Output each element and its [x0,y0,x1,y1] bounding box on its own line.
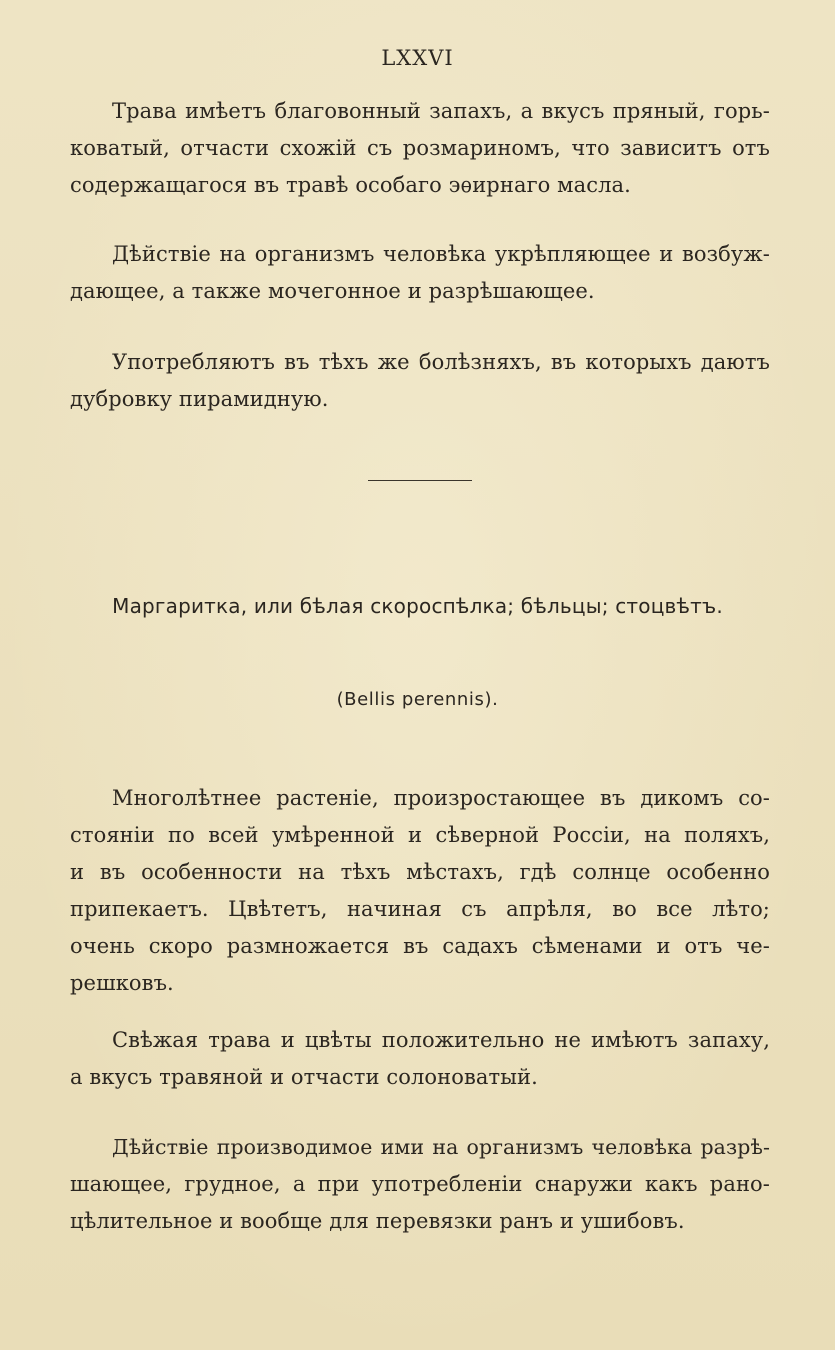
paragraph-action [70,236,770,310]
text-line: решковъ. [70,971,174,995]
text-line: Дѣйствіе на организмъ человѣка укрѣпляющее и возбуж- [112,242,770,266]
text-line: а вкусъ травяной и отчасти солоноватый. [70,1065,538,1089]
text-line: Многолѣтнее растеніе, произростающее въ дикомъ со- [112,786,770,810]
text-line: дубровку пирамидную. [70,387,329,411]
text-line: Употребляютъ въ тѣхъ же болѣзняхъ, въ которыхъ даютъ [112,350,770,374]
paragraph-smell [70,1022,770,1096]
paragraph-aroma [70,93,770,204]
text-line: шающее, грудное, а при употребленіи снаружи какъ рано- [70,1172,770,1196]
text-line: содержащагося въ травѣ особаго эѳирнаго масла. [70,173,631,197]
text-line: припекаетъ. Цвѣтетъ, начиная съ апрѣля, во все лѣто; [70,897,770,921]
text-line: коватый, отчасти схожій съ розмариномъ, что зависитъ отъ [70,136,770,160]
text-line: и въ особенности на тѣхъ мѣстахъ, гдѣ солнце особенно [70,860,770,884]
text-line: Дѣйствіе производимое ими на организмъ человѣка разрѣ- [112,1135,770,1159]
text-line: Свѣжая трава и цвѣты положительно не имѣютъ запаху, [112,1028,770,1052]
latin-name: (Bellis perennis). [336,689,499,710]
plant-heading: Маргаритка, или бѣлая скороспѣлка; бѣльцы; стоцвѣтъ. [112,594,723,618]
section-divider [368,480,472,481]
text-line: стояніи по всей умѣренной и сѣверной Россіи, на поляхъ, [70,823,770,847]
paragraph-effect [70,1129,770,1240]
text-line: очень скоро размножается въ садахъ сѣменами и отъ че- [70,934,770,958]
text-line: цѣлительное и вообще для перевязки ранъ и ушибовъ. [70,1209,685,1233]
text-line: дающее, а также мочегонное и разрѣшающее. [70,279,595,303]
paragraph-description [70,780,770,1002]
text-line: Трава имѣетъ благовонный запахъ, а вкусъ пряный, горь- [112,99,770,123]
paragraph-usage [70,344,770,418]
page-number: LXXVI [381,46,454,70]
